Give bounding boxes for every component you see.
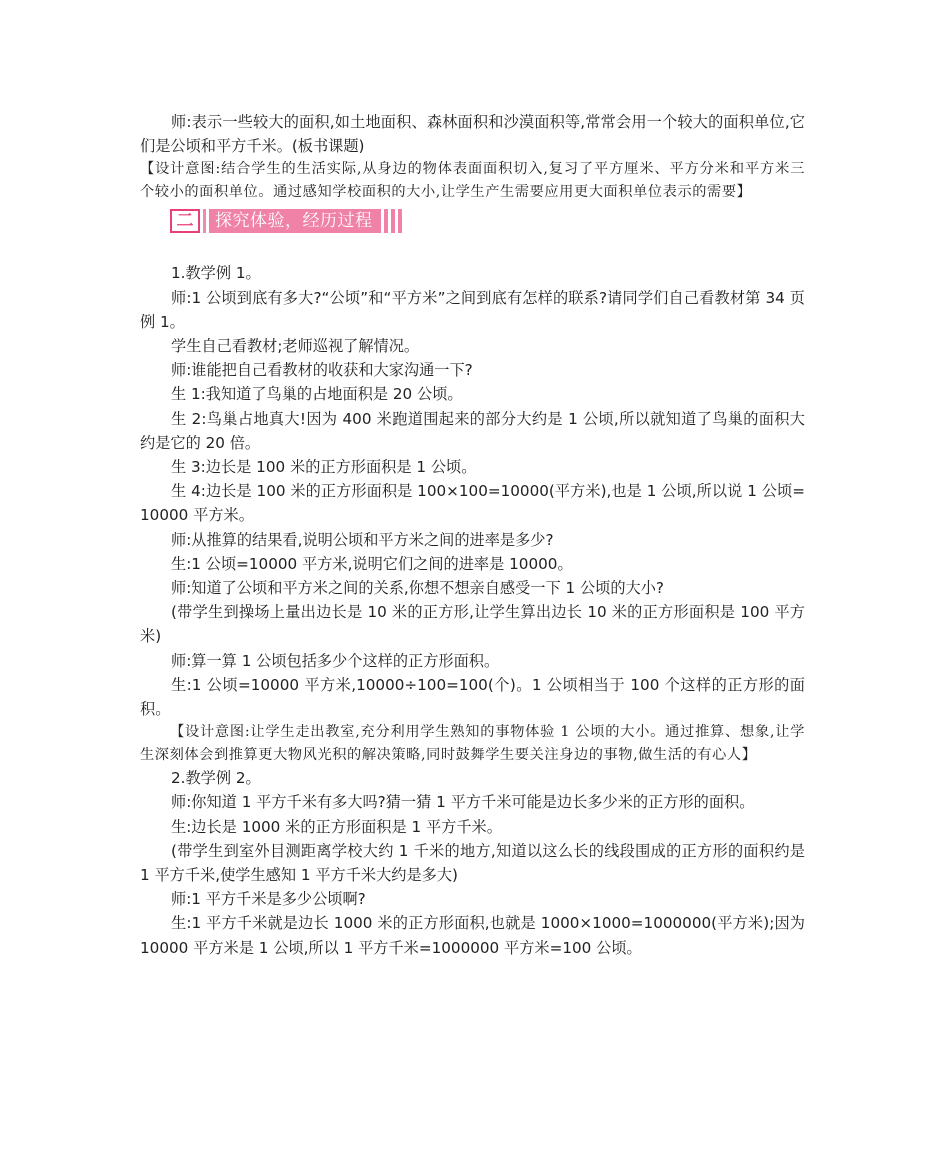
paragraph: (带学生到操场上量出边长是 10 米的正方形,让学生算出边长 10 米的正方形面积是 100 平方米) [140, 603, 805, 646]
design-intent-note: 【设计意图:结合学生的生活实际,从身边的物体表面面积切入,复习了平方厘米、平方分米和平方米三个较小的面积单位。通过感知学校面积的大小,让学生产生需要应用更大面积单位表示的需要】 [140, 161, 805, 200]
paragraph: 生 3:边长是 100 米的正方形面积是 1 公顷。 [171, 458, 477, 477]
paragraph: 2.教学例 2。 [171, 769, 261, 788]
paragraph: 生 4:边长是 100 米的正方形面积是 100×100=10000(平方米),也是 1 公顷,所以说 1 公顷=10000 平方米。 [140, 482, 805, 525]
banner-stripe [203, 209, 206, 233]
paragraph: 生:1 平方千米就是边长 1000 米的正方形面积,也就是 1000×1000=1000000(平方米);因为 10000 平方米是 1 公顷,所以 1 平方千米=1000000 平方米=100 公顷。 [140, 914, 805, 957]
banner-tail-stripes [384, 209, 405, 233]
paragraph: 学生自己看教材;老师巡视了解情况。 [171, 337, 420, 356]
paragraph: 师:表示一些较大的面积,如土地面积、森林面积和沙漠面积等,常常会用一个较大的面积单位,它们是公顷和平方千米。(板书课题) [140, 113, 805, 156]
paragraph: 师:1 公顷到底有多大?“公顷”和“平方米”之间到底有怎样的联系?请同学们自己看教材第 34 页例 1。 [140, 288, 805, 331]
section-title: 探究体验，经历过程 [209, 209, 381, 233]
paragraph: 生:边长是 1000 米的正方形面积是 1 平方千米。 [171, 817, 502, 836]
paragraph: 生 2:鸟巢占地真大!因为 400 米跑道围起来的部分大约是 1 公顷,所以就知道了鸟巢的面积大约是它的 20 倍。 [140, 409, 805, 452]
paragraph: 生:1 公顷=10000 平方米,10000÷100=100(个)。1 公顷相当于 100 个这样的正方形的面积。 [140, 675, 805, 719]
paragraph: 师:你知道 1 平方千米有多大吗?猜一猜 1 平方千米可能是边长多少米的正方形的面积。 [171, 793, 755, 812]
paragraph: 师:算一算 1 公顷包括多少个这样的正方形面积。 [171, 651, 500, 670]
paragraph: 师:从推算的结果看,说明公顷和平方米之间的进率是多少? [171, 530, 554, 549]
paragraph: 1.教学例 1。 [171, 264, 261, 283]
paragraph: 生:1 公顷=10000 平方米,说明它们之间的进率是 10000。 [171, 554, 573, 573]
paragraph: 师:谁能把自己看教材的收获和大家沟通一下? [171, 361, 473, 380]
document-page [140, 110, 805, 960]
section-number: 二 [170, 209, 200, 233]
section-banner [170, 207, 420, 235]
paragraph: 师:知道了公顷和平方米之间的关系,你想不想亲自感受一下 1 公顷的大小? [171, 579, 664, 598]
paragraph: 师:1 平方千米是多少公顷啊? [171, 890, 366, 909]
paragraph: 生 1:我知道了鸟巢的占地面积是 20 公顷。 [171, 385, 463, 404]
design-intent-note: 【设计意图:让学生走出教室,充分利用学生熟知的事物体验 1 公顷的大小。通过推算、想象,让学生深刻体会到推算更大物风光积的解决策略,同时鼓舞学生要关注身边的事物,做生活的有心人】 [140, 724, 805, 763]
paragraph: (带学生到室外目测距离学校大约 1 千米的地方,知道以这么长的线段围成的正方形的面积约是 1 平方千米,使学生感知 1 平方千米大约是多大) [140, 841, 805, 885]
